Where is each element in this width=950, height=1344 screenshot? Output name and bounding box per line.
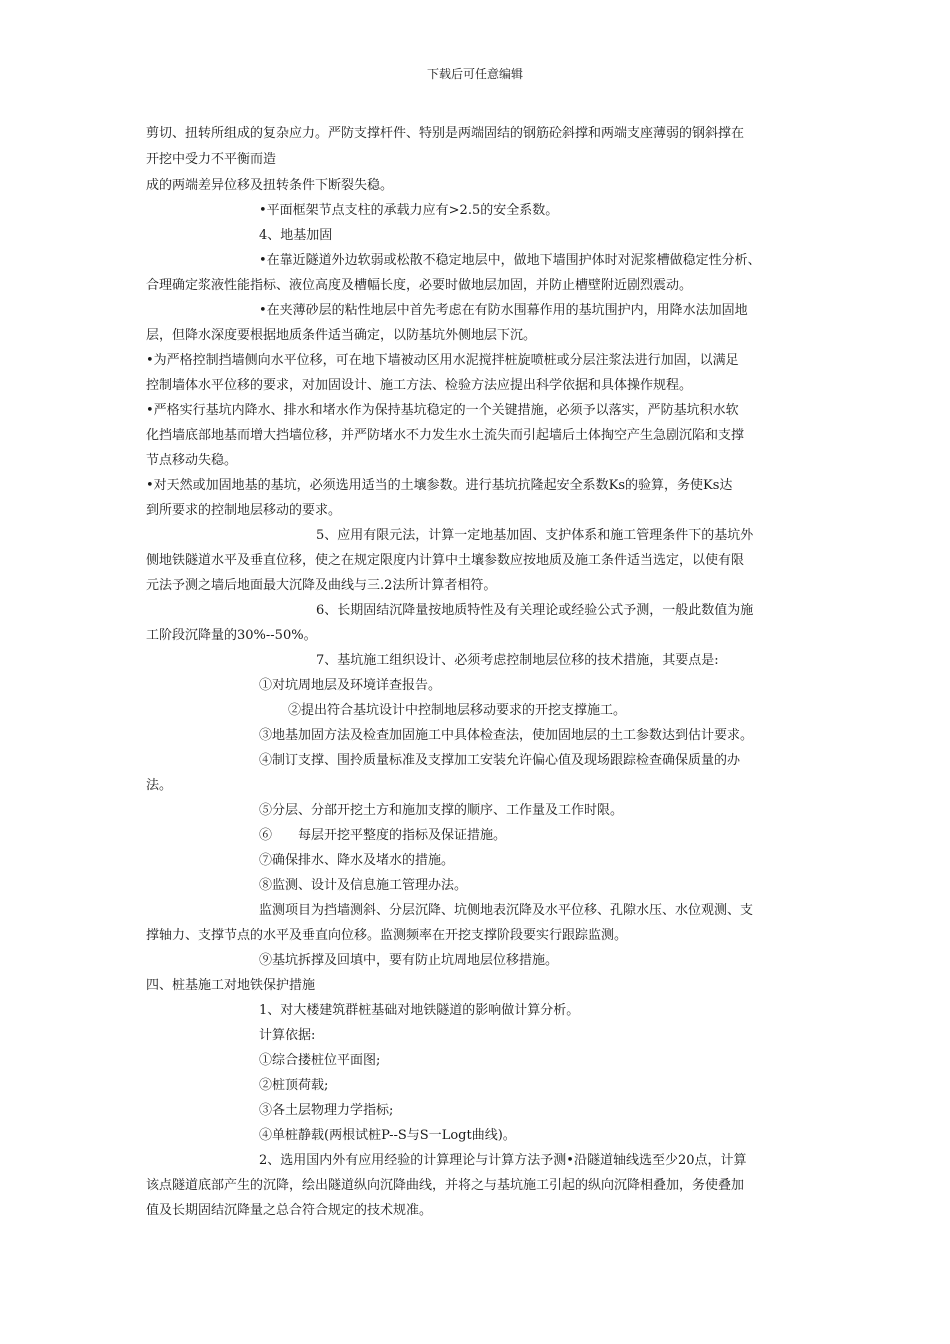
- list-item: ⑤分层、分部开挖土方和施加支撑的顺序、工作量及工作时限。: [259, 803, 624, 818]
- text-line: 法。: [146, 778, 173, 793]
- text-line: •为严格控制挡墙侧向水平位移，可在地下墙被动区用水泥搅拌桩旋喷桩或分层注浆法进行加固，以满足: [146, 353, 739, 368]
- text-line: 剪切、扭转所组成的复杂应力。严防支撑杆件、特别是两端固结的钢筋砼斜撑和两端支座薄弱的钢斜撑在: [146, 126, 745, 141]
- text-line: •在靠近隧道外边软弱或松散不稳定地层中，做地下墙围护体时对泥浆槽做稳定性分析、: [259, 253, 761, 268]
- text-line: 5、应用有限元法，计算一定地基加固、支护体系和施工管理条件下的基坑外: [316, 528, 754, 543]
- text-line: 2、选用国内外有应用经验的计算理论与计算方法予测•沿隧道轴线选至少20点，计算: [259, 1153, 747, 1168]
- list-item: ⑥ 每层开挖平整度的指标及保证措施。: [259, 828, 507, 843]
- list-item: ③地基加固方法及检查加固施工中具体检查法，使加固地层的土工参数达到估计要求。: [259, 728, 754, 743]
- list-item: ②提出符合基坑设计中控制地层移动要求的开挖支撑施工。: [288, 703, 627, 718]
- section-heading: 四、桩基施工对地铁保护措施: [146, 978, 316, 993]
- text-line: 元法予测之墙后地面最大沉降及曲线与三.2法所计算者相符。: [146, 578, 497, 593]
- text-line: 该点隧道底部产生的沉降，绘出隧道纵向沉降曲线，并将之与基坑施工引起的纵向沉降相叠加，务使叠加: [146, 1178, 745, 1193]
- text-line: •在夹薄砂层的粘性地层中首先考虑在有防水围幕作用的基坑围护内，用降水法加固地: [259, 303, 748, 318]
- text-line: 7、基坑施工组织设计、必须考虑控制地层位移的技术措施，其要点是:: [316, 653, 719, 668]
- text-line: 工阶段沉降量的30%--50%。: [146, 628, 317, 643]
- text-line: 到所要求的控制地层移动的要求。: [146, 503, 342, 518]
- text-line: 化挡墙底部地基而增大挡墙位移，并严防堵水不力发生水土流失而引起墙后土体掏空产生急剧沉陷和支撑: [146, 428, 745, 443]
- list-item: ②桩顶荷载;: [259, 1078, 329, 1093]
- list-item: ⑧监测、设计及信息施工管理办法。: [259, 878, 468, 893]
- text-line: •平面框架节点支柱的承载力应有>2.5的安全系数。: [259, 203, 559, 218]
- page-header: 下载后可任意编辑: [426, 67, 523, 81]
- text-line: 撑轴力、支撑节点的水平及垂直向位移。监测频率在开挖支撑阶段要实行跟踪监测。: [146, 928, 628, 943]
- text-line: 监测项目为挡墙测斜、分层沉降、坑侧地表沉降及水平位移、孔隙水压、水位观测、支: [259, 903, 754, 918]
- text-line: 计算依据:: [259, 1028, 316, 1043]
- text-line: 节点移动失稳。: [146, 453, 238, 468]
- text-line: 6、长期固结沉降量按地质特性及有关理论或经验公式予测，一般此数值为施: [316, 603, 754, 618]
- list-item: ①对坑周地层及环境详查报告。: [259, 678, 442, 693]
- list-item: ④制订支撑、围拎质量标准及支撑加工安装允许偏心值及现场跟踪检查确保质量的办: [259, 753, 741, 768]
- text-line: 1、对大楼建筑群桩基础对地铁隧道的影响做计算分析。: [259, 1003, 580, 1018]
- text-line: 开挖中受力不平衡而造: [146, 152, 277, 167]
- list-item: ⑦确保排水、降水及堵水的措施。: [259, 853, 455, 868]
- text-line: 值及长期固结沉降量之总合符合规定的技术规准。: [146, 1203, 433, 1218]
- list-item: ③各土层物理力学指标;: [259, 1103, 394, 1118]
- text-line: 成的两端差异位移及扭转条件下断裂失稳。: [146, 178, 394, 193]
- text-line: 层，但降水深度要根据地质条件适当确定，以防基坑外侧地层下沉。: [146, 328, 537, 343]
- text-line: 侧地铁隧道水平及垂直位移，使之在规定限度内计算中土壤参数应按地质及施工条件适当选定，以使有限: [146, 553, 745, 568]
- list-item: ④单桩静载(两根试桩P--S与S一Logt曲线)。: [259, 1128, 516, 1143]
- list-item: ⑨基坑拆撑及回填中，要有防止坑周地层位移措施。: [259, 953, 559, 968]
- text-line: •对天然或加固地基的基坑，必须选用适当的土壤参数。进行基坑抗隆起安全系数Ks的验算，务使Ks达: [146, 478, 733, 493]
- text-line: 合理确定浆液性能指标、液位高度及槽幅长度，必要时做地层加固，并防止槽壁附近剧烈震动。: [146, 278, 693, 293]
- text-line: 控制墙体水平位移的要求，对加固设计、施工方法、检验方法应提出科学依据和具体操作规程。: [146, 378, 693, 393]
- list-item: ①综合搂桩位平面图;: [259, 1053, 381, 1068]
- text-line: •严格实行基坑内降水、排水和堵水作为保持基坑稳定的一个关键措施，必须予以落实，严防基坑积水软: [146, 403, 739, 418]
- section-heading: 4、地基加固: [259, 228, 333, 243]
